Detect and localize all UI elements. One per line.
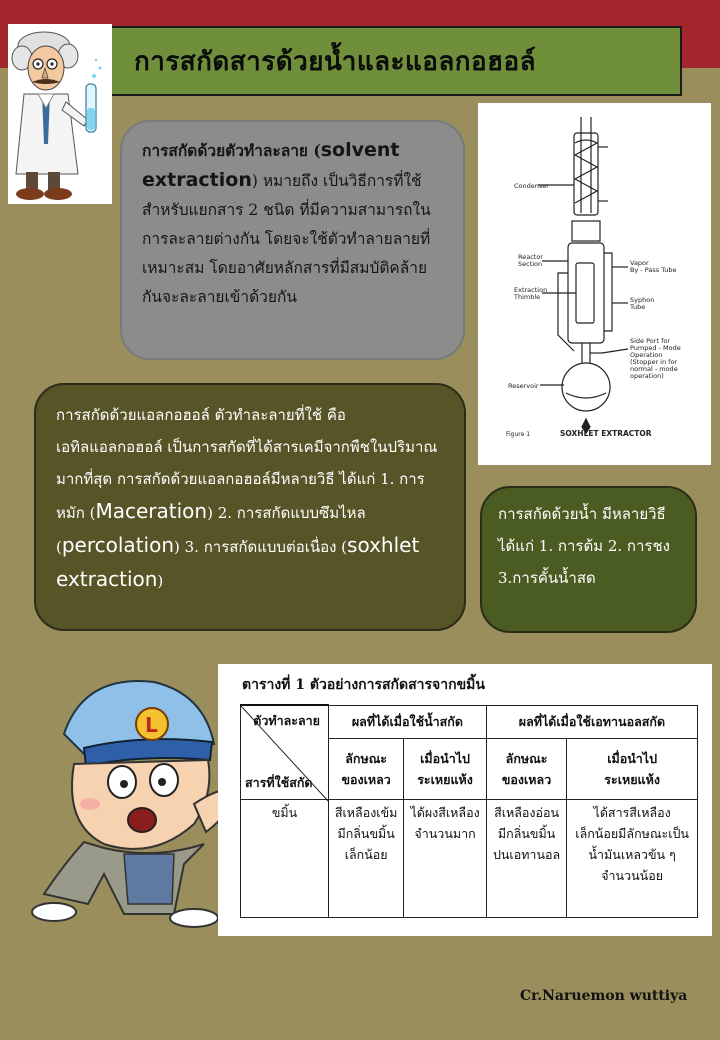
alcohol-text-2: ) 2. การสกัดแบบซึมไหล ( (56, 504, 366, 556)
alcohol-text-1: การสกัดด้วยแอลกอฮอล์ ตัวทำละลายที่ใช้ คือ เอทิลแอลกอฮอล์ เป็นการสกัดที่ได้สารเคมีจากพืชในปริมาณมากที่สุด การสกัดด้วยแอลกอฮอล์มีหลายวิธี ได้แก่ 1. การหมัก ( (56, 406, 438, 522)
label-sideport-2: Pumped - Mode (630, 344, 681, 352)
label-vapor: Vapor (630, 259, 649, 267)
header-corner (241, 705, 329, 800)
svg-text:L: L (145, 713, 158, 737)
solvent-term: solvent extraction (142, 139, 400, 191)
label-sideport-5: normal - mode (630, 365, 678, 373)
solvent-header: ตัวทำละลาย (253, 713, 320, 728)
solvent-extraction-box (120, 120, 465, 360)
water-dry-header: เมื่อนำไป ระเหยแห้ง (404, 739, 487, 800)
solvent-definition: ) หมายถึง เป็นวิธีการที่ใช้สำหรับแยกสาร 2 ชนิด ที่มีความสามารถในการละลายต่างกัน โดยจะใช้ตัวทำลายลายที่เหมาะสม โดยอาศัยหลักสารที่มีสมบัติคล้ายกันจะละลายเข้าด้วยกัน (142, 172, 431, 306)
label-section: Section (518, 260, 543, 268)
author-credit: Cr.Naruemon wuttiya (520, 988, 688, 1004)
water-extraction-box (480, 486, 697, 633)
soxhlet-term: soxhlet extraction (56, 533, 420, 591)
table-caption: ตารางที่ 1 ตัวอย่างการสกัดสารจากขมิ้น (242, 677, 485, 693)
label-sideport-3: Operation (630, 351, 663, 359)
cell-water-dry: ได้ผงสีเหลือง จำนวนมาก (404, 800, 487, 918)
title-banner (110, 26, 682, 96)
label-reservoir: Reservoir (508, 382, 539, 390)
label-syphon: Syphon (630, 296, 655, 304)
label-extraction: Extraction (514, 286, 548, 294)
label-bypass: By - Pass Tube (630, 266, 677, 274)
cell-ethanol-liquid: สีเหลืองอ่อน มีกลิ่นขมิ้น ปนเอทานอล (486, 800, 566, 918)
water-group-header: ผลที่ได้เมื่อใช้น้ำสกัด (329, 705, 487, 739)
scientist-illustration (8, 24, 112, 204)
label-condenser: Condenser (514, 182, 549, 190)
alcohol-extraction-box (34, 383, 466, 631)
figure-number: Figure 1 (506, 431, 531, 438)
soxhlet-figure (478, 103, 711, 465)
water-text: การสกัดด้วยน้ำ มีหลายวิธี ได้แก่ 1. การต้ม 2. การชง 3.การคั้นน้ำสด (498, 505, 670, 587)
percolation-term: percolation (61, 533, 174, 557)
ethanol-liquid-header: ลักษณะ ของเหลว (486, 739, 566, 800)
label-sideport-6: operation) (630, 372, 664, 380)
solvent-lead: การสกัดด้วยตัวทำละลาย ( (142, 141, 321, 160)
label-tube: Tube (630, 303, 646, 311)
row-name-cell: ขมิ้น (241, 800, 329, 918)
cell-water-liquid: สีเหลืองเข้ม มีกลิ่นขมิ้น เล็กน้อย (329, 800, 404, 918)
alcohol-text-4: ) (157, 572, 164, 590)
ethanol-dry-header: เมื่อนำไป ระเหยแห้ง (567, 739, 698, 800)
water-liquid-header: ลักษณะ ของเหลว (329, 739, 404, 800)
ethanol-group-header: ผลที่ได้เมื่อใช้เอทานอลสกัด (486, 705, 697, 739)
label-reactor: Reactor (518, 253, 543, 261)
table-row (241, 800, 698, 918)
label-sideport-4: (Stopper in for (630, 358, 678, 366)
alcohol-text-3: ) 3. การสกัดแบบต่อเนื่อง ( (174, 538, 348, 556)
label-sideport-1: Side Port for (630, 337, 671, 345)
turmeric-extraction-table (240, 704, 698, 918)
cell-ethanol-dry: ได้สารสีเหลือง เล็กน้อยมีลักษณะเป็น น้ำมันเหลวข้น ๆ จำนวนน้อย (567, 800, 698, 918)
boy-illustration (24, 664, 244, 934)
page-title: การสกัดสารด้วยน้ำและแอลกอฮอล์ (134, 46, 537, 77)
turmeric-table-panel (218, 664, 712, 936)
substance-header: สารที่ใช้สกัด (245, 775, 313, 790)
maceration-term: Maceration (95, 499, 208, 523)
label-thimble: Thimble (514, 293, 541, 301)
figure-caption: SOXHLET EXTRACTOR (560, 429, 652, 438)
